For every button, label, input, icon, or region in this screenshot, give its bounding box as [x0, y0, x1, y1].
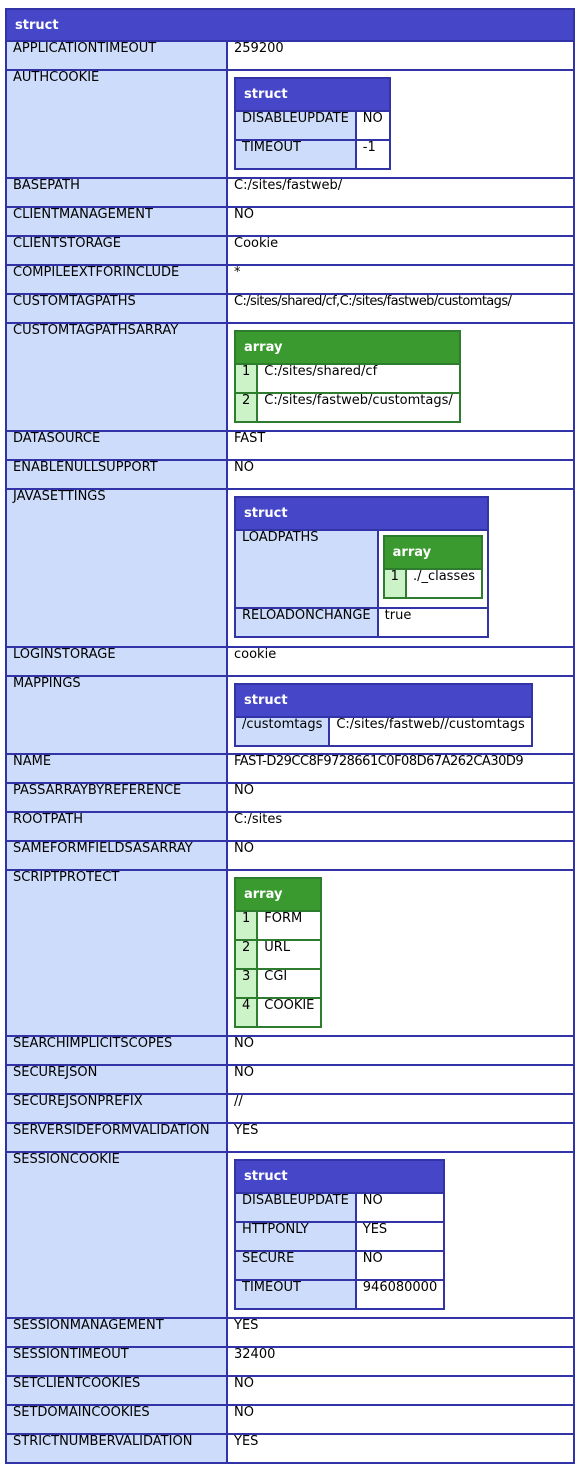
value-rootpath: C:/sites [228, 813, 573, 840]
value-authcookie-disableupdate: NO [357, 112, 389, 139]
key-javasettings[interactable]: JAVASETTINGS [7, 490, 226, 646]
key-timeout[interactable]: TIMEOUT [236, 1281, 355, 1308]
key-enablenullsupport[interactable]: ENABLENULLSUPPORT [7, 461, 226, 488]
value-securejson: NO [228, 1066, 573, 1093]
array-index[interactable]: 1 [236, 365, 256, 392]
struct-header[interactable]: struct [7, 10, 573, 40]
array-item: CGI [258, 970, 320, 997]
key-strictnumbervalidation[interactable]: STRICTNUMBERVALIDATION [7, 1435, 226, 1462]
value-enablenullsupport: NO [228, 461, 573, 488]
value-sessioncookie-secure: NO [357, 1252, 443, 1279]
key-timeout[interactable]: TIMEOUT [236, 141, 355, 168]
key-loadpaths[interactable]: LOADPATHS [236, 531, 377, 607]
key-disableupdate[interactable]: DISABLEUPDATE [236, 1194, 355, 1221]
key-sameformfieldsasarray[interactable]: SAMEFORMFIELDSASARRAY [7, 842, 226, 869]
key-rootpath[interactable]: ROOTPATH [7, 813, 226, 840]
array-item: C:/sites/shared/cf [258, 365, 459, 392]
value-datasource: FAST [228, 432, 573, 459]
key-httponly[interactable]: HTTPONLY [236, 1223, 355, 1250]
key-authcookie[interactable]: AUTHCOOKIE [7, 71, 226, 177]
array-index[interactable]: 2 [236, 394, 256, 421]
struct-header[interactable]: struct [236, 1161, 443, 1192]
value-basepath: C:/sites/fastweb/ [228, 179, 573, 206]
key-customtagpathsarray[interactable]: CUSTOMTAGPATHSARRAY [7, 324, 226, 430]
key-datasource[interactable]: DATASOURCE [7, 432, 226, 459]
value-loginstorage: cookie [228, 648, 573, 675]
array-index[interactable]: 2 [236, 941, 256, 968]
root-struct-table [5, 8, 575, 1464]
loadpaths-array [383, 535, 483, 599]
value-searchimplicitscopes: NO [228, 1037, 573, 1064]
value-strictnumbervalidation: YES [228, 1435, 573, 1462]
value-setclientcookies: NO [228, 1377, 573, 1404]
value-applicationtimeout: 259200 [228, 42, 573, 69]
struct-header[interactable]: struct [236, 685, 531, 716]
value-sessionmanagement: YES [228, 1319, 573, 1346]
value-clientstorage: Cookie [228, 237, 573, 264]
array-index[interactable]: 3 [236, 970, 256, 997]
key-searchimplicitscopes[interactable]: SEARCHIMPLICITSCOPES [7, 1037, 226, 1064]
array-item: COOKIE [258, 999, 320, 1026]
key-sessioncookie[interactable]: SESSIONCOOKIE [7, 1153, 226, 1317]
array-header[interactable]: array [385, 537, 481, 568]
value-name: FAST-D29CC8F9728661C0F08D67A262CA30D9 [228, 755, 573, 782]
key-customtagpaths[interactable]: CUSTOMTAGPATHS [7, 295, 226, 322]
value-sessioncookie-disableupdate: NO [357, 1194, 443, 1221]
value-compileextforinclude: * [228, 266, 573, 293]
key-customtags[interactable]: /customtags [236, 718, 328, 745]
value-sessiontimeout: 32400 [228, 1348, 573, 1375]
value-sessioncookie-timeout: 946080000 [357, 1281, 443, 1308]
key-loginstorage[interactable]: LOGINSTORAGE [7, 648, 226, 675]
javasettings-struct [234, 496, 489, 638]
value-sessioncookie-httponly: YES [357, 1223, 443, 1250]
key-serversideformvalidation[interactable]: SERVERSIDEFORMVALIDATION [7, 1124, 226, 1151]
key-basepath[interactable]: BASEPATH [7, 179, 226, 206]
value-authcookie-timeout: -1 [357, 141, 389, 168]
key-compileextforinclude[interactable]: COMPILEEXTFORINCLUDE [7, 266, 226, 293]
key-sessiontimeout[interactable]: SESSIONTIMEOUT [7, 1348, 226, 1375]
value-clientmanagement: NO [228, 208, 573, 235]
key-securejsonprefix[interactable]: SECUREJSONPREFIX [7, 1095, 226, 1122]
value-mappings-customtags: C:/sites/fastweb//customtags [330, 718, 531, 745]
key-setdomaincookies[interactable]: SETDOMAINCOOKIES [7, 1406, 226, 1433]
value-customtagpaths: C:/sites/shared/cf,C:/sites/fastweb/customtags/ [228, 295, 573, 322]
key-scriptprotect[interactable]: SCRIPTPROTECT [7, 871, 226, 1035]
key-mappings[interactable]: MAPPINGS [7, 677, 226, 753]
value-setdomaincookies: NO [228, 1406, 573, 1433]
key-reloadonchange[interactable]: RELOADONCHANGE [236, 609, 377, 636]
array-item: FORM [258, 912, 320, 939]
key-sessionmanagement[interactable]: SESSIONMANAGEMENT [7, 1319, 226, 1346]
array-header[interactable]: array [236, 879, 320, 910]
array-index[interactable]: 1 [385, 570, 405, 597]
key-securejson[interactable]: SECUREJSON [7, 1066, 226, 1093]
array-index[interactable]: 1 [236, 912, 256, 939]
scriptprotect-array [234, 877, 322, 1028]
struct-header[interactable]: struct [236, 79, 389, 110]
authcookie-struct [234, 77, 391, 170]
key-setclientcookies[interactable]: SETCLIENTCOOKIES [7, 1377, 226, 1404]
key-disableupdate[interactable]: DISABLEUPDATE [236, 112, 355, 139]
array-header[interactable]: array [236, 332, 459, 363]
struct-dump [5, 8, 575, 1464]
array-item: C:/sites/fastweb/customtags/ [258, 394, 459, 421]
sessioncookie-struct [234, 1159, 445, 1310]
customtagpathsarray-array [234, 330, 461, 423]
key-applicationtimeout[interactable]: APPLICATIONTIMEOUT [7, 42, 226, 69]
value-passarraybyreference: NO [228, 784, 573, 811]
value-reloadonchange: true [379, 609, 487, 636]
key-name[interactable]: NAME [7, 755, 226, 782]
array-index[interactable]: 4 [236, 999, 256, 1026]
value-securejsonprefix: // [228, 1095, 573, 1122]
key-clientstorage[interactable]: CLIENTSTORAGE [7, 237, 226, 264]
array-item: URL [258, 941, 320, 968]
array-item: ./_classes [407, 570, 481, 597]
struct-header[interactable]: struct [236, 498, 487, 529]
key-secure[interactable]: SECURE [236, 1252, 355, 1279]
key-clientmanagement[interactable]: CLIENTMANAGEMENT [7, 208, 226, 235]
mappings-struct [234, 683, 533, 747]
value-serversideformvalidation: YES [228, 1124, 573, 1151]
value-sameformfieldsasarray: NO [228, 842, 573, 869]
key-passarraybyreference[interactable]: PASSARRAYBYREFERENCE [7, 784, 226, 811]
